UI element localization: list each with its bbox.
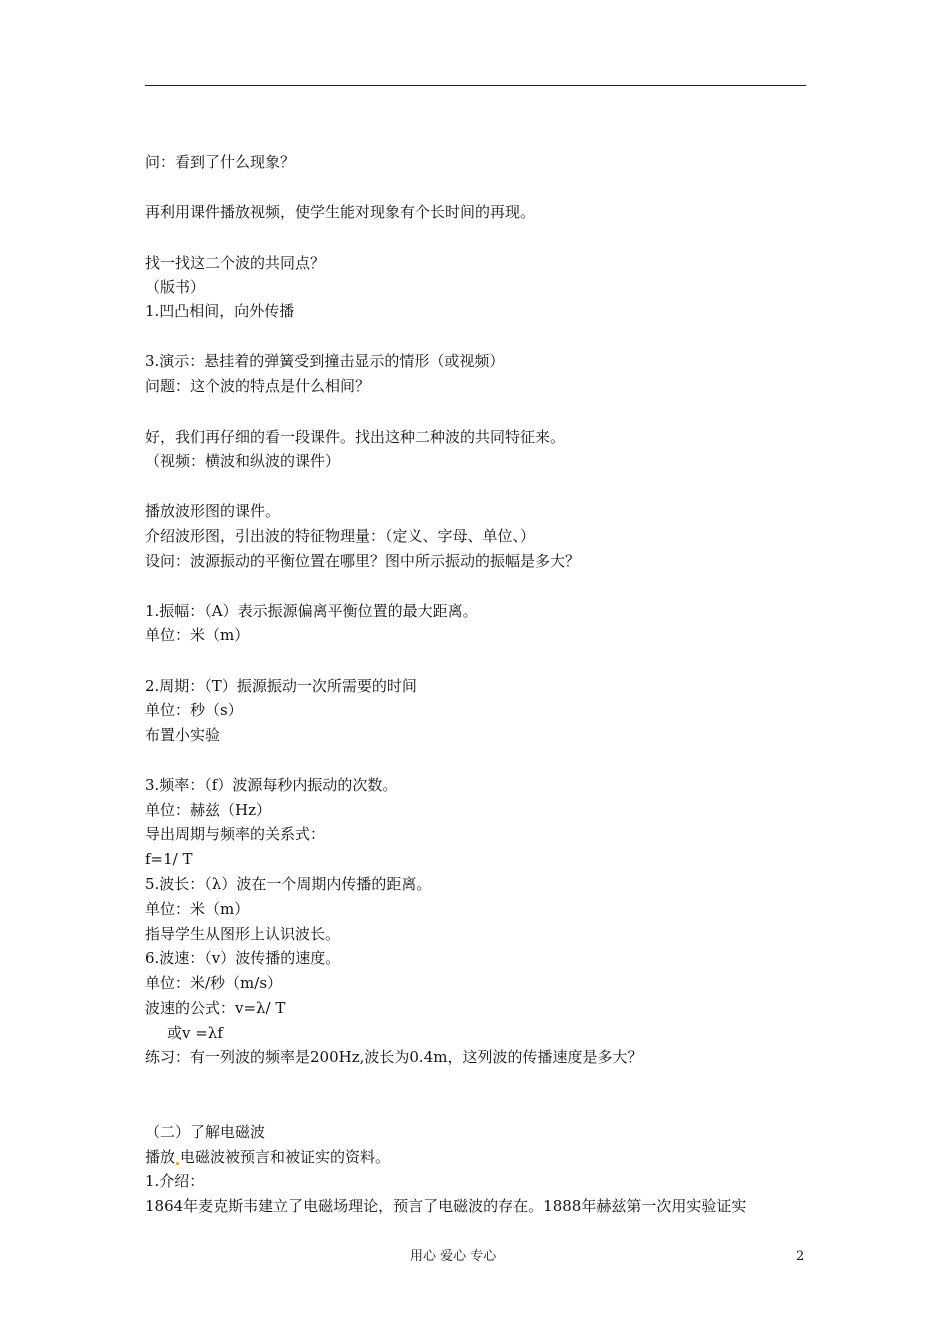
text-line: 导出周期与频率的关系式： xyxy=(145,825,326,843)
text-line: （版书） xyxy=(145,278,206,296)
text-line: 设问：波源振动的平衡位置在哪里？图中所示振动的振幅是多大？ xyxy=(145,552,581,570)
text-line: 单位：米（m） xyxy=(145,900,250,918)
text-line-frequency: 3.频率：（f）波源每秒内振动的次数。 xyxy=(145,776,398,794)
footer-motto: 用心 爱心 专心 xyxy=(410,1249,497,1264)
text-line: 好，我们再仔细的看一段课件。找出这种二种波的共同特征来。 xyxy=(145,428,566,446)
text-line: 3.演示：悬挂着的弹簧受到撞击显示的情形（或视频） xyxy=(145,352,505,370)
text-line: 再利用课件播放视频，使学生能对现象有个长时间的再现。 xyxy=(145,203,536,221)
page-number: 2 xyxy=(796,1249,805,1264)
text-line: 1864年麦克斯韦建立了电磁场理论，预言了电磁波的存在。1888年赫兹第一次用实验证实 xyxy=(145,1197,747,1215)
text-line-formula: 波速的公式：v=λ/ T xyxy=(145,999,286,1017)
text-line-wave-speed: 6.波速：（v）波传播的速度。 xyxy=(145,949,341,967)
text-line: （视频：横波和纵波的课件） xyxy=(145,452,341,470)
text-line: 1.凹凸相间，向外传播 xyxy=(145,302,295,320)
text-line: 找一找这二个波的共同点？ xyxy=(145,254,326,272)
text-line-period: 2.周期：（T）振源振动一次所需要的时间 xyxy=(145,677,417,695)
text-line: 1.介绍： xyxy=(145,1172,205,1190)
text-line-formula: f=1/ T xyxy=(145,850,193,868)
text-line-formula: 或v =λf xyxy=(167,1024,223,1042)
text-line: 单位：米/秒（m/s） xyxy=(145,974,283,992)
text-line-wavelength: 5.波长：（λ）波在一个周期内传播的距离。 xyxy=(145,875,432,893)
text-line-amplitude: 1.振幅：（A）表示振源偏离平衡位置的最大距离。 xyxy=(145,602,478,620)
text-rest: 电磁波被预言和被证实的资料。 xyxy=(180,1148,391,1166)
text-line: 播放波形图的课件。 xyxy=(145,502,281,520)
text-line: 问题：这个波的特点是什么相间？ xyxy=(145,377,371,395)
text-line: 介绍波形图，引出波的特征物理量：（定义、字母、单位、） xyxy=(145,527,536,545)
text-line xyxy=(145,1147,390,1167)
text-line-question: 问：看到了什么现象？ xyxy=(145,153,296,171)
text-line-exercise: 练习：有一列波的频率是200Hz,波长为0.4m，这列波的传播速度是多大？ xyxy=(145,1048,643,1066)
section-heading: （二）了解电磁波 xyxy=(145,1123,266,1141)
text-line: 单位：米（m） xyxy=(145,626,250,644)
text-prefix: 播放 xyxy=(145,1148,176,1166)
highlight-dot xyxy=(176,1162,179,1165)
text-line: 单位：秒（s） xyxy=(145,701,243,719)
text-line: 指导学生从图形上认识波长。 xyxy=(145,925,341,943)
header-rule xyxy=(145,85,806,86)
text-line: 布置小实验 xyxy=(145,726,221,744)
text-line: 单位：赫兹（Hz） xyxy=(145,801,271,819)
